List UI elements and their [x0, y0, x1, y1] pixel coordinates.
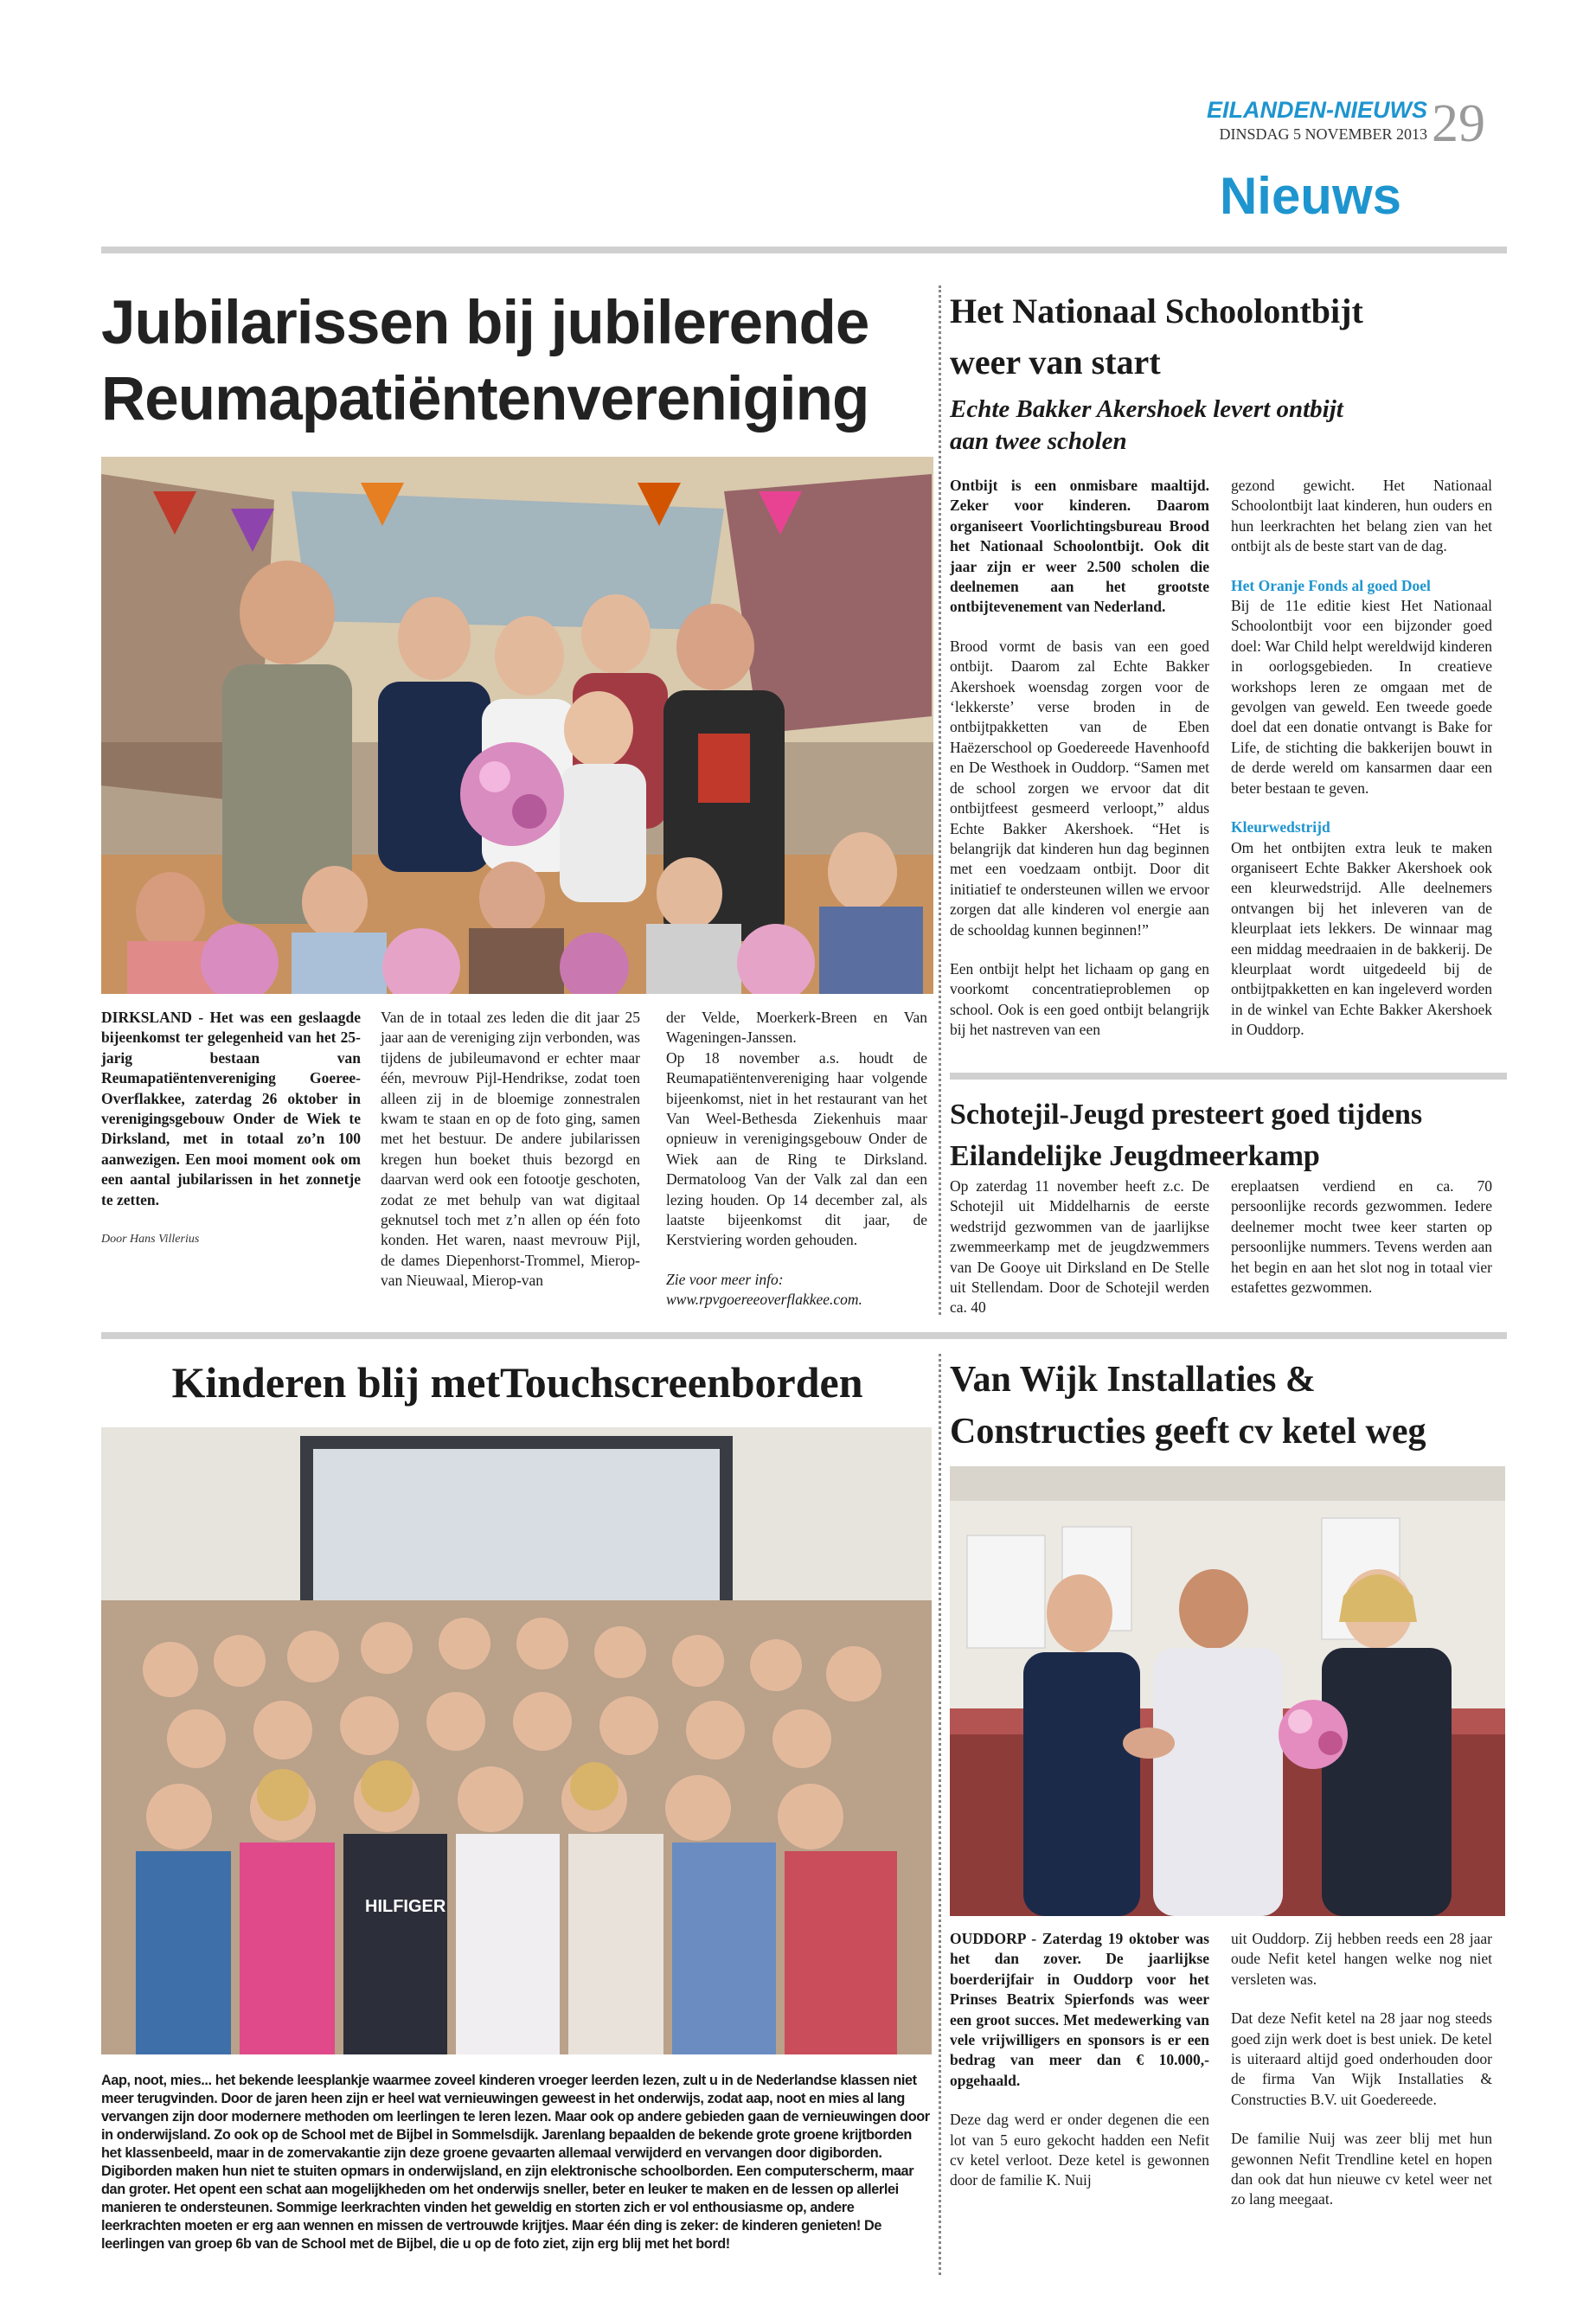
article2-p1: Brood vormt de basis van een goed ontbijt. Daarom zal Echte Bakker Akershoek woensdag zorgen voor de ‘lekkerste’ verse broden in de ontbijtpakketten van de Eben Haëzerschool op Goedereede Havenhoofd en De Westhoek in Ouddorp. “Samen met de school zorgen we ervoor dat dit ontbijtfeest gesmeerd verloopt,” aldus Echte Bakker Akershoek. “Het is belangrijk dat kinderen hun dag beginnen met een voedzaam ontbijt. Door dit initiatief te ondersteunen willen we ervoor zorgen dat alle kinderen vol energie aan de schooldag kunnen beginnen!” — [950, 637, 1209, 939]
article5-headline: Van Wijk Installaties & Constructies geeft cv ketel weg — [950, 1360, 1426, 1452]
article1-col3-text-b: Op 18 november a.s. houdt de Reumapatiëntenvereniging haar volgende bijeenkomst, niet in het restaurant van het Van Weel-Bethesda Ziekenhuis maar opnieuw in verenigingsgebouw Onder de Wiek aan de Ring te Dirksland. Dermatoloog Van der Valk zal dan een lezing houden. Op 14 december zal, als laatste bijeenkomst dit jaar, de Kerstviering worden gehouden. — [666, 1048, 927, 1249]
article2-col2 — [1231, 476, 1492, 1060]
article5-p1: Deze dag werd er onder degenen die een lot van 5 euro gekocht hadden een Nefit cv ketel verloot. Deze ketel is gewonnen door de familie K. Nuij — [950, 2111, 1209, 2189]
article5-p4: De familie Nuij was zeer blij met hun gewonnen Nefit Trendline ketel en hopen dan ook dat hun nieuwe cv ketel weer net zo lang meegaat. — [1231, 2130, 1492, 2208]
article1-lead: DIRKSLAND - Het was een geslaagde bijeenkomst ter gelegenheid van het 25-jarig bestaan van Reumapatiëntenvereniging Goeree-Overflakkee, zaterdag 26 oktober in verenigingsgebouw Onder de Wiek te Dirksland, met in totaal zo’n 100 aanwezigen. Een mooi moment ook om een aantal jubilarissen in het zonnetje te zetten. — [101, 1009, 361, 1208]
article3-col2 — [1231, 1176, 1492, 1317]
cv-ketel-photo — [950, 1466, 1505, 1916]
masthead — [1168, 97, 1427, 144]
article3-col1-text: Op zaterdag 11 november heeft z.c. De Schotejil uit Middelharnis de eerste wedstrijd gezwommen van de jaarlijkse zwemmeerkamp met de jeugdzwemmers van De Gooye uit Dirksland en De Stelle uit Stellendam. Door de Schotejil werden ca. 40 — [950, 1177, 1209, 1317]
article1-col1 — [101, 1008, 361, 1249]
section-title: Nieuws — [1219, 167, 1401, 225]
shirt-text: HILFIGER — [365, 1897, 446, 1916]
middle-rule — [101, 1332, 1507, 1339]
classroom-photo — [101, 1427, 932, 2054]
article2-subheading-oranje-fonds: Het Oranje Fonds al goed Doel — [1231, 576, 1431, 594]
article1-col2-text: Van de in totaal zes leden die dit jaar 25 jaar aan de vereniging zijn verbonden, was tijdens de jubileumavond er echter maar één, mevrouw Pijl-Hendrikse, zodat toen alleen zij in de bloemige zonnestralen kwam te staan en op de foto ging, samen met het bestuur. De andere jubilarissen kregen hun boeket thuis bezorgd en daarvan werd ook een fotootje geschoten, zodat ze met behulp van wat digitaal geknutsel toch met z’n allen op één foto konden. Het waren, naast mevrouw Pijl, de dames Diepenhorst-Trommel, Mierop-van Nieuwaal, Mierop-van — [381, 1009, 640, 1290]
article2-p4: Bij de 11e editie kiest Het Nationaal Schoolontbijt voor een bijzonder goed doel: War Child helpt wereldwijd kinderen in oorlogsgebieden. In creatieve workshops leren ze omgaan met de gevolgen van geweld. Een tweede goede doel dat een donatie ontvangt is Bake for Life, de stichting die bakkerijen bouwt in de derde wereld om kansarmen daar een beter bestaan te geven. — [1231, 597, 1492, 797]
article5-col1 — [950, 1929, 1209, 2210]
article2-lead: Ontbijt is een onmisbare maaltijd. Zeker voor kinderen. Daarom organiseert Voorlichtingsbureau Brood het Nationaal Schoolontbijt. Ook dit jaar zijn er weer 2.500 scholen die deelnemen aan het grootste ontbijtevenement van Nederland. — [950, 477, 1209, 616]
column-separator-bottom — [939, 1354, 941, 2275]
article2-headline: Het Nationaal Schoolontbijt weer van start — [950, 292, 1363, 381]
article1-credit: Door Hans Villerius — [101, 1233, 200, 1247]
issue-date: DINSDAG 5 NOVEMBER 2013 — [1219, 125, 1427, 143]
article5-p3: Dat deze Nefit ketel na 28 jaar nog steeds goed zijn werk doet is best uniek. De ketel is uiteraard altijd goed onderhouden door de firma Van Wijk Installaties & Constructies B.V. uit Goedereede. — [1231, 2009, 1492, 2108]
article4-caption: Aap, noot, mies... het bekende leesplankje waarmee zoveel kinderen vroeger leerden lezen, zult u in de Nederlandse klassen niet meer terugvinden. Door de jaren heen zijn er heel wat vernieuwingen geweest in het onderwijs, zodat aap, noot en mies al lang vervangen zijn door modernere methoden om leerlingen te leren lezen. Maar ook op andere gebieden gaan de vernieuwingen door in onderwijsland. Zo ook op de School met de Bijbel in Sommelsdijk. Jarenlang bepaalden de bekende grote groene krijtborden het klassenbeeld, maar in de zomervakantie zijn deze groene gevaarten allemaal verwijderd en vervangen door digiborden. Digiborden maken hun niet te stuiten opmars in onderwijsland, en zijn elektronische schoolborden. Een computerscherm, maar dan groter. Het opent een schat aan mogelijkheden om het onderwijs sneller, beter en leuker te maken en de lessen op allerlei manieren te ondersteunen. Sommige leerkrachten vinden het geweldig en storten zich er vol enthousiasme op, andere leerkrachten moeten er erg aan wennen en missen de vertrouwde krijtjes. Maar één ding is zeker: de kinderen genieten! De leerlingen van groep 6b van de School met de Bijbel, die u op de foto ziet, zijn erg blij met het bord! — [101, 2073, 930, 2252]
article5-lead: OUDDORP - Zaterdag 19 oktober was het dan zover. De jaarlijkse boerderijfair in Ouddorp voor het Prinses Beatrix Spierfonds was weer een groot succes. Met medewerking van vele vrijwilligers en sponsors is er een bedrag van meer dan € 10.000,- opgehaald. — [950, 1930, 1209, 2089]
top-rule — [101, 247, 1507, 253]
article1-headline: Jubilarissen bij jubilerende Reumapatiëntenvereniging — [101, 289, 869, 433]
article4-headline: Kinderen blij metTouchscreenborden — [171, 1358, 863, 1407]
article2-col1 — [950, 476, 1209, 1060]
article1-more-info-url[interactable]: www.rpvgoereeoverflakkee.com. — [666, 1291, 862, 1309]
article2-subheading-kleurwedstrijd: Kleurwedstrijd — [1231, 818, 1330, 836]
article2-bottom-rule — [950, 1073, 1507, 1080]
article3-col1 — [950, 1176, 1209, 1337]
newspaper-brand: EILANDEN-NIEUWS — [1207, 97, 1427, 123]
article5-p2: uit Ouddorp. Zij hebben reeds een 28 jaar oude Nefit ketel hangen welke nog niet versleten was. — [1231, 1930, 1492, 1988]
article2-subhead: Echte Bakker Akershoek levert ontbijt aan twee scholen — [950, 395, 1343, 455]
article3-col2-text: ereplaatsen verdiend en ca. 70 persoonlijke records gezwommen. Iedere deelnemer mocht twee keer starten op persoonlijke nummers. Tevens werden aan het begin en aan het slot nog in totaal vier estafettes gezwommen. — [1231, 1177, 1492, 1297]
article1-col2 — [381, 1008, 640, 1311]
jubilarissen-photo — [101, 457, 933, 994]
article3-headline: Schotejil-Jeugd presteert goed tijdens Eilandelijke Jeugdmeerkamp — [950, 1099, 1423, 1172]
article2-p2: Een ontbijt helpt het lichaam op gang en voorkomt concentratieproblemen op school. Ook is een goed ontbijt belangrijk bij het nastreven van een — [950, 959, 1209, 1039]
article2-p5: Om het ontbijten extra leuk te maken organiseert Echte Bakker Akershoek ook een kleurwedstrijd. Alle deelnemers ontvangen bij het inleveren van de kleurplaat iets lekkers. De winnaar mag een middag meedraaien in de bakkerij. De kleurplaat wordt uitgedeeld bij de ontbijtpakketten en kan ingeleverd worden in de winkel van Echte Bakker Akershoek in Ouddorp. — [1231, 838, 1492, 1039]
article1-col3 — [666, 1008, 927, 1311]
page-number: 29 — [1432, 94, 1485, 153]
article5-col2 — [1231, 1929, 1492, 2229]
article1-col3-text-a: der Velde, Moerkerk-Breen en Van Wageningen-Janssen. — [666, 1009, 927, 1047]
column-separator-top — [939, 285, 941, 1315]
article2-p3: gezond gewicht. Het Nationaal Schoolontbijt laat kinderen, hun ouders en hun leerkrachten het belang zien van het ontbijt als de beste start van de dag. — [1231, 477, 1492, 555]
article1-more-info-label: Zie voor meer info: — [666, 1270, 784, 1288]
